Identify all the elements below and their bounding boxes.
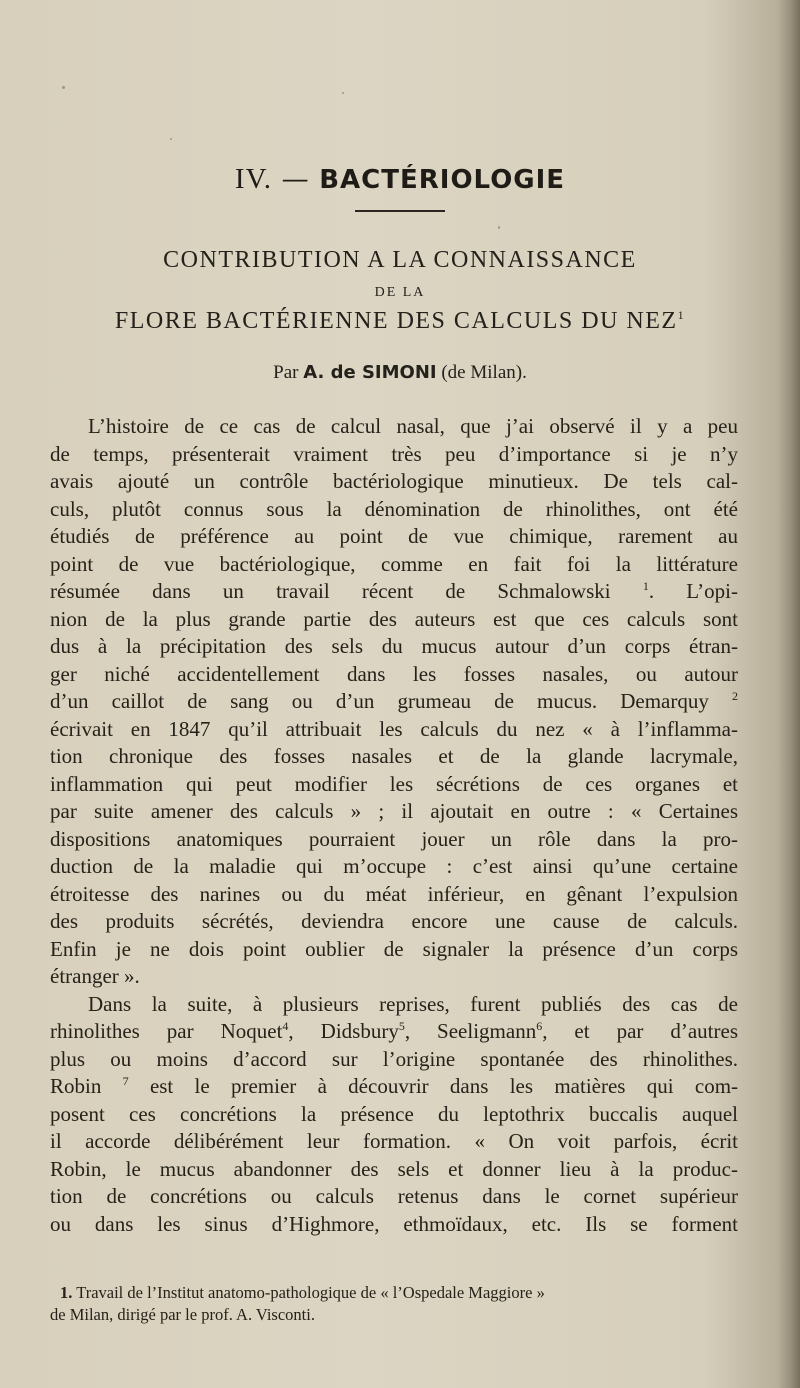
- article-title-text: FLORE BACTÉRIENNE DES CALCULS DU NEZ: [114, 308, 678, 334]
- body-line-text: d’un caillot de sang ou d’un grumeau de mucus. Demarquy: [50, 689, 709, 713]
- body-line: culs, plutôt connus sous la dénomination de rhinolithes, ont été: [50, 496, 738, 521]
- body-line: [50, 578, 738, 606]
- section-number: IV.: [234, 163, 273, 195]
- author-name: A. de SIMONI: [303, 362, 437, 383]
- body-line-text: est le premier à découvrir dans les matières qui com-: [149, 1074, 739, 1098]
- body-line: dus à la précipitation des sels du mucus autour d’un corps étran-: [50, 634, 738, 658]
- author-origin: (de Milan).: [441, 362, 527, 383]
- body-line: de temps, présenterait vraiment très peu d’importance si je n’y: [50, 441, 738, 466]
- body-line: des produits sécrétés, deviendra encore une cause de calculs.: [50, 909, 738, 933]
- body-line-text: résumée dans un travail récent de Schmalowski: [50, 579, 611, 603]
- title-footnote-ref: 1: [677, 308, 686, 322]
- scan-speck: [342, 92, 344, 94]
- body-line: dispositions anatomiques pourraient jouer un rôle dans la pro-: [50, 826, 738, 851]
- body-line-text: rhinolithes par Noquet: [50, 1019, 283, 1043]
- body-line: avais ajouté un contrôle bactériologique minutieux. De tels cal-: [50, 469, 738, 493]
- scan-speck: [170, 138, 172, 140]
- footnote-ref: 5: [398, 1019, 405, 1033]
- body-line: inflammation qui peut modifier les sécrétions de ces organes et: [50, 771, 738, 796]
- scan-speck: [498, 226, 500, 229]
- body-line: Enfin je ne dois point oublier de signaler la présence d’un corps: [50, 936, 738, 961]
- section-dash: —: [281, 164, 310, 195]
- body-line: écrivait en 1847 qu’il attribuait les calculs du nez « à l’inflamma-: [50, 716, 738, 741]
- article-title-line-1: CONTRIBUTION A LA CONNAISSANCE: [163, 247, 637, 273]
- body-line: Robin, le mucus abandonner des sels et donner lieu à la produc-: [50, 1156, 738, 1181]
- body-line: [50, 688, 738, 716]
- page-edge-shadow: [778, 0, 800, 1388]
- body-line-text: . L’opi-: [648, 579, 739, 603]
- body-line: tion chronique des fosses nasales et de la glande lacrymale,: [50, 744, 738, 768]
- footnote-ref: 6: [536, 1019, 543, 1033]
- body-line: par suite amener des calculs » ; il ajoutait en outre : « Certaines: [50, 799, 738, 823]
- heading-rule: [355, 210, 445, 212]
- footnote-text: Travail de l’Institut anatomo-pathologique de « l’Ospedale Maggiore »: [76, 1283, 545, 1302]
- section-heading: [0, 163, 800, 196]
- body-line: [50, 1073, 738, 1101]
- footnote-line: de Milan, dirigé par le prof. A. Visconti.: [50, 1305, 315, 1324]
- body-line: Dans la suite, à plusieurs reprises, furent publiés des cas de: [88, 991, 738, 1016]
- body-line: tion de concrétions ou calculs retenus dans le cornet supérieur: [50, 1184, 738, 1208]
- body-line: [50, 1018, 738, 1046]
- body-line: étroitesse des narines ou du méat inférieur, en gênant l’expulsion: [50, 881, 738, 906]
- body-line: duction de la maladie qui m’occupe : c’est ainsi qu’une certaine: [50, 854, 738, 878]
- footnote-number: 1.: [60, 1283, 73, 1302]
- body-line: posent ces concrétions la présence du leptothrix buccalis auquel: [50, 1101, 738, 1126]
- footnote-ref: 2: [732, 689, 738, 703]
- body-line-text: Robin: [50, 1074, 102, 1098]
- footnote-ref: 7: [122, 1074, 129, 1088]
- article-title-line-3: [0, 308, 800, 335]
- footnote-ref: 1: [642, 579, 649, 593]
- body-line: point de vue bactériologique, comme en fait foi la littérature: [50, 551, 738, 576]
- body-line-text: , Didsbury: [288, 1019, 399, 1043]
- body-line: nion de la plus grande partie des auteurs est que ces calculs sont: [50, 606, 738, 631]
- footnote-line: [50, 1282, 740, 1304]
- byline-prefix: Par: [273, 362, 299, 383]
- body-line: étudiés de préférence au point de vue chimique, rarement au: [50, 524, 738, 548]
- body-line-text: , Seeligmann: [404, 1019, 537, 1043]
- article-title-line-2: DE LA: [374, 285, 426, 300]
- section-name: BACTÉRIOLOGIE: [319, 165, 566, 195]
- body-line: L’histoire de ce cas de calcul nasal, que j’ai observé il y a peu: [88, 414, 738, 438]
- body-line: il accorde délibérément leur formation. « On voit parfois, écrit: [50, 1129, 738, 1153]
- body-line-text: , et par d’autres: [542, 1019, 738, 1043]
- body-line: étranger ».: [50, 964, 140, 988]
- body-line: plus ou moins d’accord sur l’origine spontanée des rhinolithes.: [50, 1046, 738, 1071]
- body-line: ger niché accidentellement dans les fosses nasales, ou autour: [50, 661, 738, 686]
- footnote-ref: 4: [282, 1019, 289, 1033]
- footnote: [50, 1282, 740, 1326]
- body-line: ou dans les sinus d’Highmore, ethmoïdaux, etc. Ils se forment: [50, 1211, 738, 1236]
- byline: [0, 362, 800, 384]
- scan-speck: [62, 86, 65, 89]
- body-text: [50, 413, 738, 1238]
